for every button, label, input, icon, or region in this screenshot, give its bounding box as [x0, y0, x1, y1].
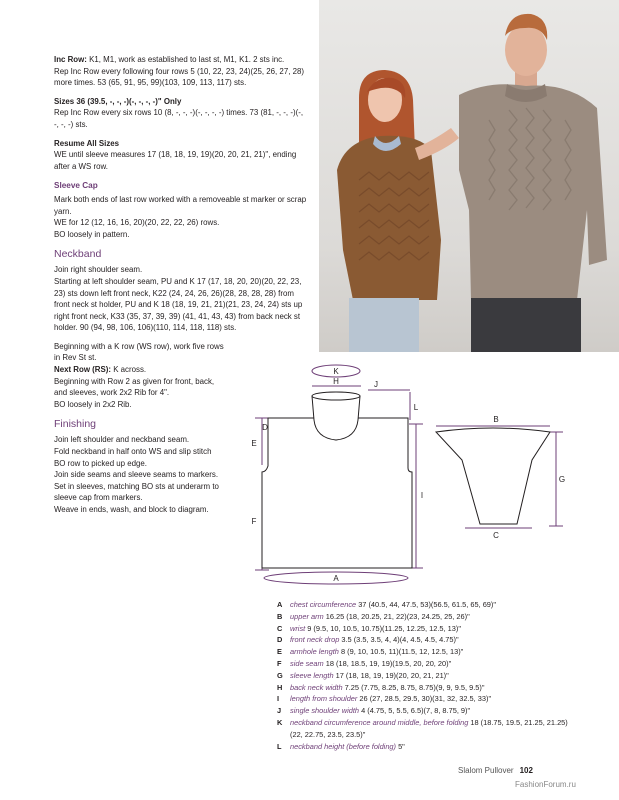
- diagram-label-c: C: [493, 531, 499, 540]
- pattern-title: Slalom Pullover: [458, 766, 514, 775]
- resume-paragraph: [54, 138, 310, 173]
- legend-text: [290, 623, 461, 635]
- neckband-heading: Neckband: [54, 248, 102, 261]
- legend-key: D: [277, 635, 283, 645]
- rep-inc-text: Rep Inc Row every following four rows 5 (10, 22, 23, 24)(25, 26, 27, 28) more times. 53 (65, 91, 95, 99)(103, 109, 113, 117) sts.: [54, 66, 304, 88]
- legend-value: 37 (40.5, 44, 47.5, 53)(56.5, 61.5, 65, 69)": [356, 600, 496, 609]
- neckband-text-1: Join right shoulder seam.: [54, 265, 143, 275]
- legend-value: 16.25 (18, 20.25, 21, 22)(23, 24.25, 25, 26)": [323, 611, 470, 621]
- legend-key: K: [277, 717, 283, 727]
- legend-label: sleeve length: [290, 670, 334, 680]
- legend-key: F: [277, 658, 282, 668]
- measurement-legend: [277, 599, 577, 752]
- diagram-label-b: B: [493, 415, 499, 424]
- inc-row-label: Inc Row:: [54, 55, 87, 64]
- next-row-text: K across.: [111, 365, 147, 375]
- sleeve-cap-heading: Sleeve Cap: [54, 181, 98, 191]
- legend-text: [290, 741, 405, 753]
- legend-text: [290, 670, 449, 682]
- finishing-text-1: Join left shoulder and neckband seam.: [54, 435, 190, 445]
- legend-key: L: [277, 741, 282, 751]
- legend-value: 5": [396, 741, 405, 751]
- sizes-text: Rep Inc Row every six rows 10 (8, -, -, -)(-, -, -, -) times. 73 (81, -, -, -)(-, -, -, -) sts.: [54, 108, 304, 129]
- finishing-text-2: Fold neckband in half onto WS and slip stitch BO row to picked up edge.: [54, 447, 212, 468]
- legend-row: [277, 705, 577, 717]
- legend-value: 18 (18, 18.5, 19, 19)(19.5, 20, 20, 20)": [323, 658, 452, 668]
- legend-text: [290, 611, 470, 623]
- legend-row: [277, 623, 577, 635]
- diagram-label-k: K: [333, 367, 339, 376]
- legend-row: [277, 646, 577, 658]
- legend-label: neckband circumference around middle, before folding: [290, 717, 469, 727]
- legend-label: front neck drop: [290, 635, 340, 645]
- legend-row: [277, 670, 577, 682]
- diagram-label-a: A: [333, 574, 339, 583]
- legend-value: 4 (4.75, 5, 5.5, 6.5)(7, 8, 8.75, 9)": [359, 706, 471, 716]
- finishing-text-5: Weave in ends, wash, and block to diagram.: [54, 505, 209, 514]
- legend-text: [290, 634, 459, 646]
- diagram-label-d: D: [262, 423, 268, 432]
- diagram-label-l: L: [413, 403, 419, 412]
- legend-label: length from shoulder: [290, 694, 358, 704]
- neckband-text-5: BO loosely in 2x2 Rib.: [54, 399, 132, 409]
- resume-text: WE until sleeve measures 17 (18, 18, 19, 19)(20, 20, 21, 21)", ending after a WS row.: [54, 150, 297, 171]
- page-number: 102: [519, 766, 533, 775]
- diagram-label-j: J: [374, 380, 378, 389]
- photo-illustration: [319, 0, 619, 352]
- legend-key: H: [277, 682, 283, 692]
- legend-label: armhole length: [290, 647, 339, 657]
- legend-value: 18 (18.75, 19.5, 21.25, 21.25)(22, 22.75, 23.5, 23.5)": [290, 717, 568, 739]
- neckband-text-2: Starting at left shoulder seam, PU and K 17 (17, 18, 20, 20)(20, 22, 23, 23) sts down left front neck, K22 (24, 24, 26, 26)(28, 28, 28, 28) from front neck st holder, PU and K 18 (18, 19, 21, 21)(21, 23, 24, 24) sts up right front neck, K33 (35, 37, 39, 39) (41, 41, 43, 43) from back neck st holder. 90 (94, 98, 106, 106)(110, 114, 118, 118) sts.: [54, 276, 303, 333]
- finishing-heading: Finishing: [54, 418, 97, 431]
- legend-text: [290, 599, 496, 611]
- legend-label: upper arm: [290, 611, 324, 621]
- watermark: FashionForum.ru: [515, 780, 576, 789]
- legend-value: 26 (27, 28.5, 29.5, 30)(31, 32, 32.5, 33)": [357, 694, 492, 704]
- finishing-text-3: Join side seams and sleeve seams to markers.: [54, 470, 219, 480]
- legend-row: [277, 693, 577, 705]
- diagram-label-g: G: [558, 475, 566, 484]
- diagram-label-f: F: [251, 517, 257, 526]
- sleeve-cap-text-3: BO loosely in pattern.: [54, 229, 130, 239]
- diagram-label-e: E: [251, 439, 257, 448]
- legend-row: [277, 634, 577, 646]
- legend-key: A: [277, 600, 283, 609]
- legend-text: [290, 682, 485, 694]
- resume-heading: Resume All Sizes: [54, 138, 120, 148]
- legend-key: I: [277, 694, 280, 704]
- legend-text: [290, 658, 451, 670]
- legend-key: G: [277, 670, 283, 680]
- legend-row: [277, 741, 577, 753]
- sizes-paragraph: [54, 96, 310, 131]
- legend-label: neckband height (before folding): [290, 741, 397, 751]
- legend-label: single shoulder width: [290, 706, 360, 716]
- legend-value: 8 (9, 10, 10.5, 11)(11.5, 12, 12.5, 13)": [338, 647, 464, 657]
- legend-text: [290, 705, 470, 717]
- sizes-heading: Sizes 36 (39.5, -, -, -)(-, -, -, -)" Only: [54, 96, 182, 106]
- legend-text: [290, 693, 491, 705]
- legend-key: C: [277, 623, 283, 633]
- legend-row: [277, 611, 577, 623]
- inc-row-text: K1, M1, work as established to last st, M1, K1. 2 sts inc.: [86, 55, 285, 64]
- neckband-text-3: Beginning with a K row (WS row), work five rows in Rev St st.: [54, 341, 224, 363]
- sleeve-cap-text-1: Mark both ends of last row worked with a removeable st marker or scrap yarn.: [54, 194, 307, 216]
- finishing-text-4: Set in sleeves, matching BO sts at underarm to sleeve cap from markers.: [54, 481, 219, 503]
- legend-label: back neck width: [290, 682, 343, 692]
- schematic-diagram: [240, 360, 580, 592]
- inc-row-paragraph: [54, 54, 310, 89]
- legend-text: [290, 646, 463, 658]
- sleeve-cap-text-2: WE for 12 (12, 16, 16, 20)(20, 22, 22, 26) rows.: [54, 218, 220, 228]
- legend-key: J: [277, 706, 282, 716]
- legend-value: 7.25 (7.75, 8.25, 8.75, 8.75)(9, 9, 9.5, 9.5)": [342, 682, 485, 692]
- legend-key: E: [277, 647, 282, 657]
- legend-value: 17 (18, 18, 19, 19)(20, 20, 21, 21)": [333, 670, 449, 680]
- page-folio: [458, 766, 533, 775]
- model-photo: [319, 0, 619, 352]
- sleeve-outline: [436, 428, 550, 524]
- next-row-label: Next Row (RS):: [54, 365, 111, 375]
- neckband-text-4: Beginning with Row 2 as given for front, back, and sleeves, work 2x2 Rib for 4".: [54, 376, 215, 398]
- legend-key: B: [277, 611, 283, 621]
- legend-value: 3.5 (3.5, 3.5, 4, 4)(4, 4.5, 4.5, 4.75)": [339, 635, 459, 645]
- legend-label: chest circumference: [290, 600, 357, 609]
- legend-label: wrist: [290, 623, 306, 633]
- legend-row: [277, 658, 577, 670]
- legend-label: side seam: [290, 658, 324, 668]
- legend-value: 9 (9.5, 10, 10.5, 10.75)(11.25, 12.25, 12.5, 13)": [305, 623, 461, 633]
- legend-text: [290, 717, 577, 741]
- legend-row: [277, 599, 577, 611]
- diagram-label-i: I: [420, 491, 424, 500]
- legend-row: [277, 682, 577, 694]
- body-outline: [262, 418, 412, 568]
- diagram-label-h: H: [333, 377, 339, 386]
- legend-row: [277, 717, 577, 741]
